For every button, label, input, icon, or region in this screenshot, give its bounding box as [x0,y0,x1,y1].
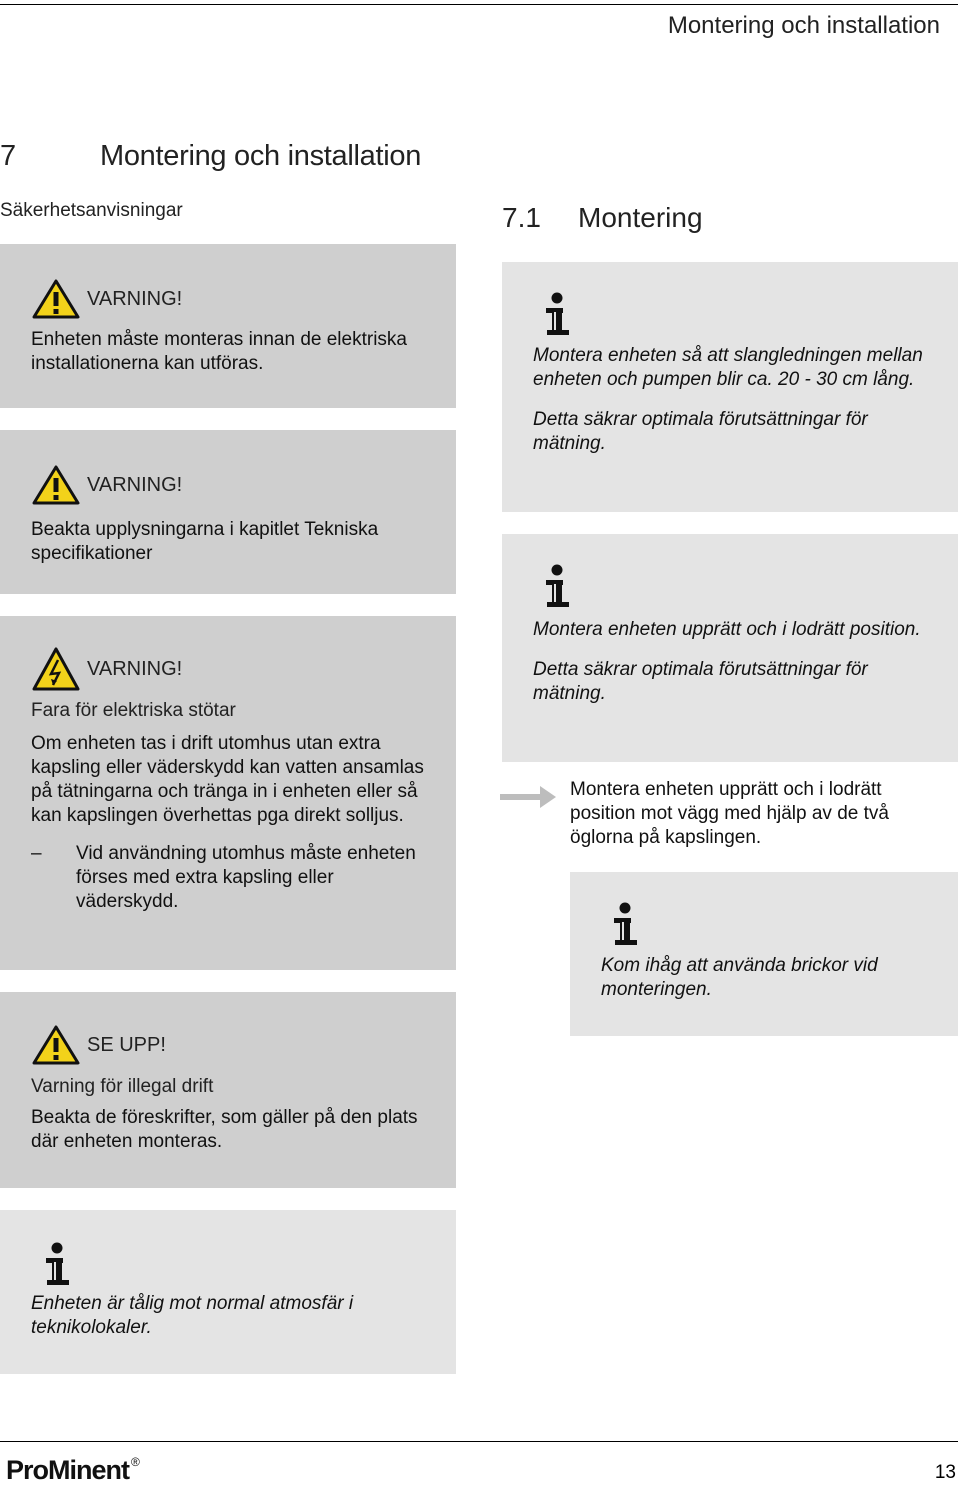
warning-box-2 [0,430,456,594]
info-box-left [0,1210,456,1374]
warning-text: Beakta upplysningarna i kapitlet Tekniska specifikationer [31,519,379,564]
info-box-1 [502,262,958,512]
footer-rule [0,1441,958,1442]
signal-word: VARNING! [87,287,183,310]
warning-text: Enheten måste monteras innan de elektriska installationerna kan utföras. [31,329,407,374]
electric-shock-icon [31,646,81,692]
chapter-title [0,140,421,173]
warning-header [31,276,431,322]
info-icon [612,902,638,948]
warning-header [31,1022,441,1068]
instruction-step [500,778,940,850]
safety-heading: Säkerhetsanvisningar [0,200,183,221]
info-text: Detta säkrar optimala förutsättningar för mätning. [533,409,868,454]
warning-text: Om enheten tas i drift utomhus utan extra kapsling eller väderskydd kan vatten ansamlas på tätningarna och tränga in i enheten eller så kan kapslingen överhettas pga direkt solljus. [31,733,424,826]
info-box-2 [502,534,958,762]
header-rule [0,4,958,5]
warning-box-4 [0,992,456,1188]
info-icon [544,564,570,610]
info-text: Montera enheten upprätt och i lodrätt position. [533,619,921,640]
page-number: 13 [934,1462,956,1483]
warning-box-1 [0,244,456,408]
warning-header [31,646,441,692]
warning-box-3 [0,616,456,970]
signal-word: SE UPP! [87,1033,166,1056]
warning-triangle-icon [31,464,81,506]
section-title [502,202,703,234]
arrow-right-icon [500,784,558,810]
info-text: Montera enheten så att slangledningen mellan enheten och pumpen blir ca. 20 - 30 cm lång. [533,345,923,390]
info-icon [44,1242,70,1288]
dash-list-item [31,842,441,914]
info-text: Kom ihåg att använda brickor vid monteringen. [601,955,878,1000]
signal-word: VARNING! [87,657,183,680]
chapter-number: 7 [0,140,16,172]
info-box-3 [570,872,958,1036]
step-text: Montera enheten upprätt och i lodrätt position mot vägg med hjälp av de två öglorna på kapslingen. [570,779,889,848]
warning-triangle-icon [31,278,81,320]
prominent-logo: ProMinent ® [6,1455,139,1485]
hazard-title: Fara för elektriska stötar [31,700,236,721]
info-text: Detta säkrar optimala förutsättningar för mätning. [533,659,868,704]
running-title: Montering och installation [667,12,940,39]
dash-marker: – [31,843,42,864]
section-number: 7.1 [502,202,541,233]
warning-text: Beakta de föreskrifter, som gäller på den plats där enheten monteras. [31,1107,418,1152]
info-text: Enheten är tålig mot normal atmosfär i teknikolokaler. [31,1293,354,1338]
signal-word: VARNING! [87,473,183,496]
section-title-text: Montering [578,202,703,233]
info-icon [544,292,570,338]
hazard-title: Varning för illegal drift [31,1076,214,1097]
chapter-title-text: Montering och installation [100,140,422,172]
dash-item-text: Vid användning utomhus måste enheten förses med extra kapsling eller väderskydd. [76,843,416,912]
warning-triangle-icon [31,1024,81,1066]
warning-header [31,462,431,508]
